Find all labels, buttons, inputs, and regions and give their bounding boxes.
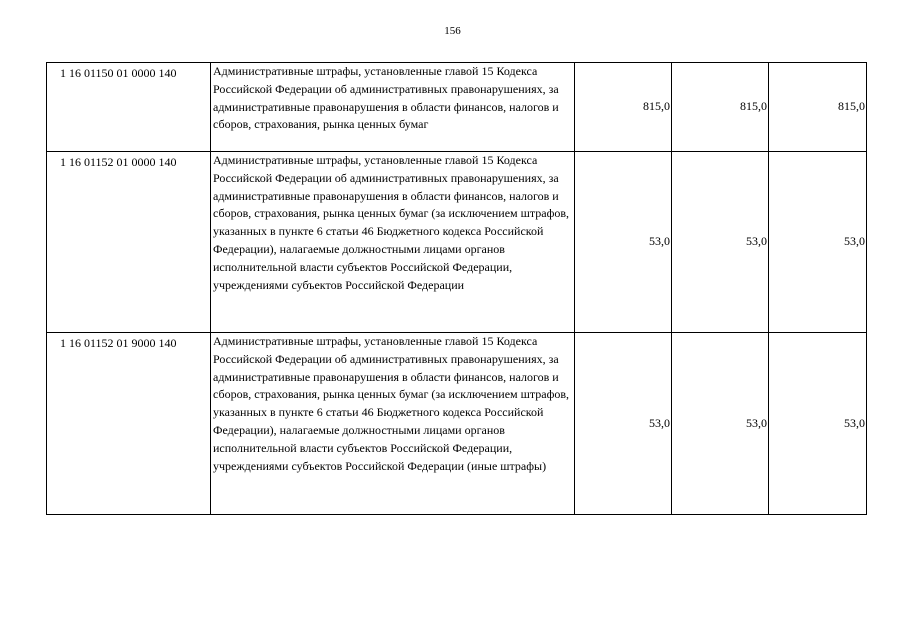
amount-cell: 53,0 xyxy=(672,333,769,515)
table-row xyxy=(47,152,867,333)
description-cell: Административные штрафы, установленные главой 15 Кодекса Российской Федерации об административных правонарушениях, за административные правонарушения в области финансов, налогов и сборов, страхования, рынка ценных бумаг (за исключением штрафов, указанных в пункте 6 статьи 46 Бюджетного кодекса Российской Федерации), налагаемые должностными лицами органов исполнительной власти субъектов Российской Федерации, учреждениями субъектов Российской Федерации (иные штрафы) xyxy=(211,333,575,515)
budget-table xyxy=(46,62,867,515)
amount-cell: 53,0 xyxy=(575,333,672,515)
amount-cell: 53,0 xyxy=(672,152,769,333)
amount-cell: 815,0 xyxy=(769,63,867,152)
amount-cell: 815,0 xyxy=(672,63,769,152)
amount-cell: 53,0 xyxy=(769,333,867,515)
amount-cell: 815,0 xyxy=(575,63,672,152)
budget-code-cell: 1 16 01152 01 0000 140 xyxy=(47,152,211,333)
description-cell: Административные штрафы, установленные главой 15 Кодекса Российской Федерации об административных правонарушениях, за административные правонарушения в области финансов, налогов и сборов, страхования, рынка ценных бумаг (за исключением штрафов, указанных в пункте 6 статьи 46 Бюджетного кодекса Российской Федерации), налагаемые должностными лицами органов исполнительной власти субъектов Российской Федерации, учреждениями субъектов Российской Федерации xyxy=(211,152,575,333)
table-row xyxy=(47,333,867,515)
amount-cell: 53,0 xyxy=(575,152,672,333)
description-cell: Административные штрафы, установленные главой 15 Кодекса Российской Федерации об административных правонарушениях, за административные правонарушения в области финансов, налогов и сборов, страхования, рынка ценных бумаг xyxy=(211,63,575,152)
table-row xyxy=(47,63,867,152)
budget-code-cell: 1 16 01152 01 9000 140 xyxy=(47,333,211,515)
page-number: 156 xyxy=(444,25,461,37)
budget-code-cell: 1 16 01150 01 0000 140 xyxy=(47,63,211,152)
amount-cell: 53,0 xyxy=(769,152,867,333)
